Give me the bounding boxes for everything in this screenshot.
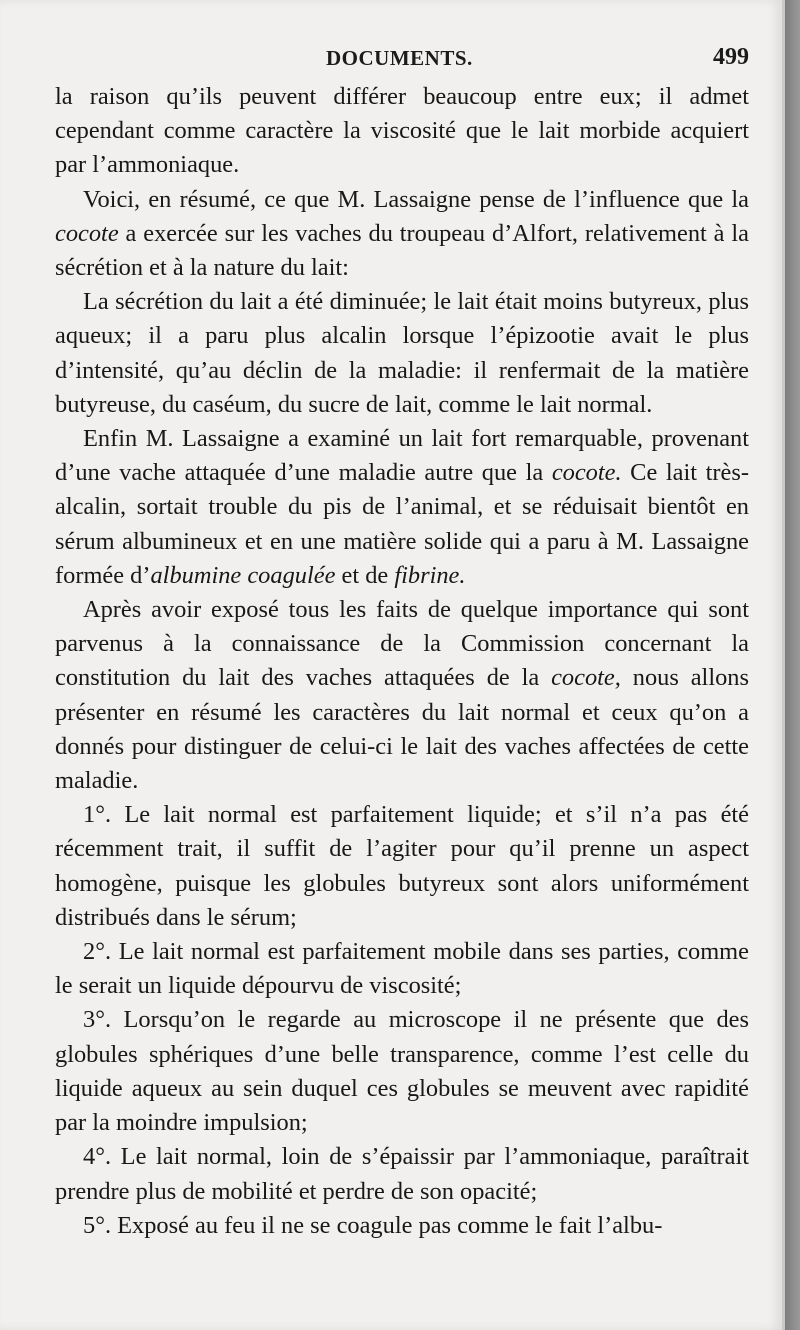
text-run: la raison qu’ils peuvent différer beaucoup entre eux; il admet cependant comme caractère la viscosité que le lait morbide acquiert par l’ammoniaque. [55,83,749,179]
paragraph [55,1003,749,1140]
paragraph [55,935,749,1003]
paragraph [55,798,749,935]
text-run: 1°. Le lait normal est parfaitement liquide; et s’il n’a pas été récemment trait, il suffit de l’agiter pour qu’il prenne un aspect homogène, puisque les globules butyreux sont alors uniformément distribués dans le sérum; [55,801,749,931]
italic-text: cocote [55,219,119,247]
text-run: Après avoir exposé tous les faits de quelque importance qui sont parvenus à la connaissance de la Commission concernant la constitution du lait des vaches attaquées de la [55,596,749,692]
text-run: 5°. Exposé au feu il ne se coagule pas comme le fait l’albu- [83,1211,663,1239]
text-run: La sécrétion du lait a été diminuée; le lait était moins butyreux, plus aqueux; il a paru plus alcalin lorsque l’épizootie avait le plus d’intensité, qu’au déclin de la maladie: il renfermait de la matière butyreuse, du caséum, du sucre de lait, comme le lait normal. [55,288,749,418]
text-run: Voici, en résumé, ce que M. Lassaigne pense de l’influence que la [83,185,749,213]
page-gutter [785,0,800,1330]
italic-text: albumine coagulée [150,561,336,589]
text-run: et de [335,561,395,589]
text-run: 2°. Le lait normal est parfaitement mobile dans ses parties, comme le serait un liquide dépourvu de viscosité; [55,938,749,1000]
text-run: 4°. Le lait normal, loin de s’épaissir par l’ammoniaque, paraîtrait prendre plus de mobilité et perdre de son opacité; [55,1143,749,1205]
text-run: nous allons présenter en résumé les caractères du lait normal et ceux qu’on a donnés pour distinguer de celui-ci le lait des vaches affectées de cette maladie. [55,664,749,795]
paragraph [55,285,749,422]
text-run: Ce lait très-alcalin, sortait trouble du pis de l’animal, et se réduisait bientôt en sérum albumineux et en une matière solide qui a paru à M. Lassaigne formée d’ [55,459,749,589]
paragraph [55,80,749,183]
running-title: DOCUMENTS. [326,46,473,70]
paragraph [55,1140,749,1208]
paragraph [55,1209,749,1243]
paragraph [55,183,749,286]
paragraph [55,422,749,593]
italic-text: cocote, [551,664,621,692]
body-text [55,80,749,1243]
italic-text: fibrine. [394,561,466,589]
running-header [0,44,782,78]
text-run: 3°. Lorsqu’on le regarde au microscope il ne présente que des globules sphériques d’une belle transparence, comme l’est celle du liquide aqueux au sein duquel ces globules se meuvent avec rapidité par la moindre impulsion; [55,1006,749,1137]
page-number: 499 [713,44,749,70]
italic-text: cocote. [551,459,622,487]
text-run: a exercée sur les vaches du troupeau d’Alfort, relativement à la sécrétion et à la nature du lait: [55,219,749,282]
text-run: Enfin M. Lassaigne a examiné un lait fort remarquable, provenant d’une vache attaquée d’une maladie autre que la [55,425,749,487]
paragraph [55,593,749,798]
